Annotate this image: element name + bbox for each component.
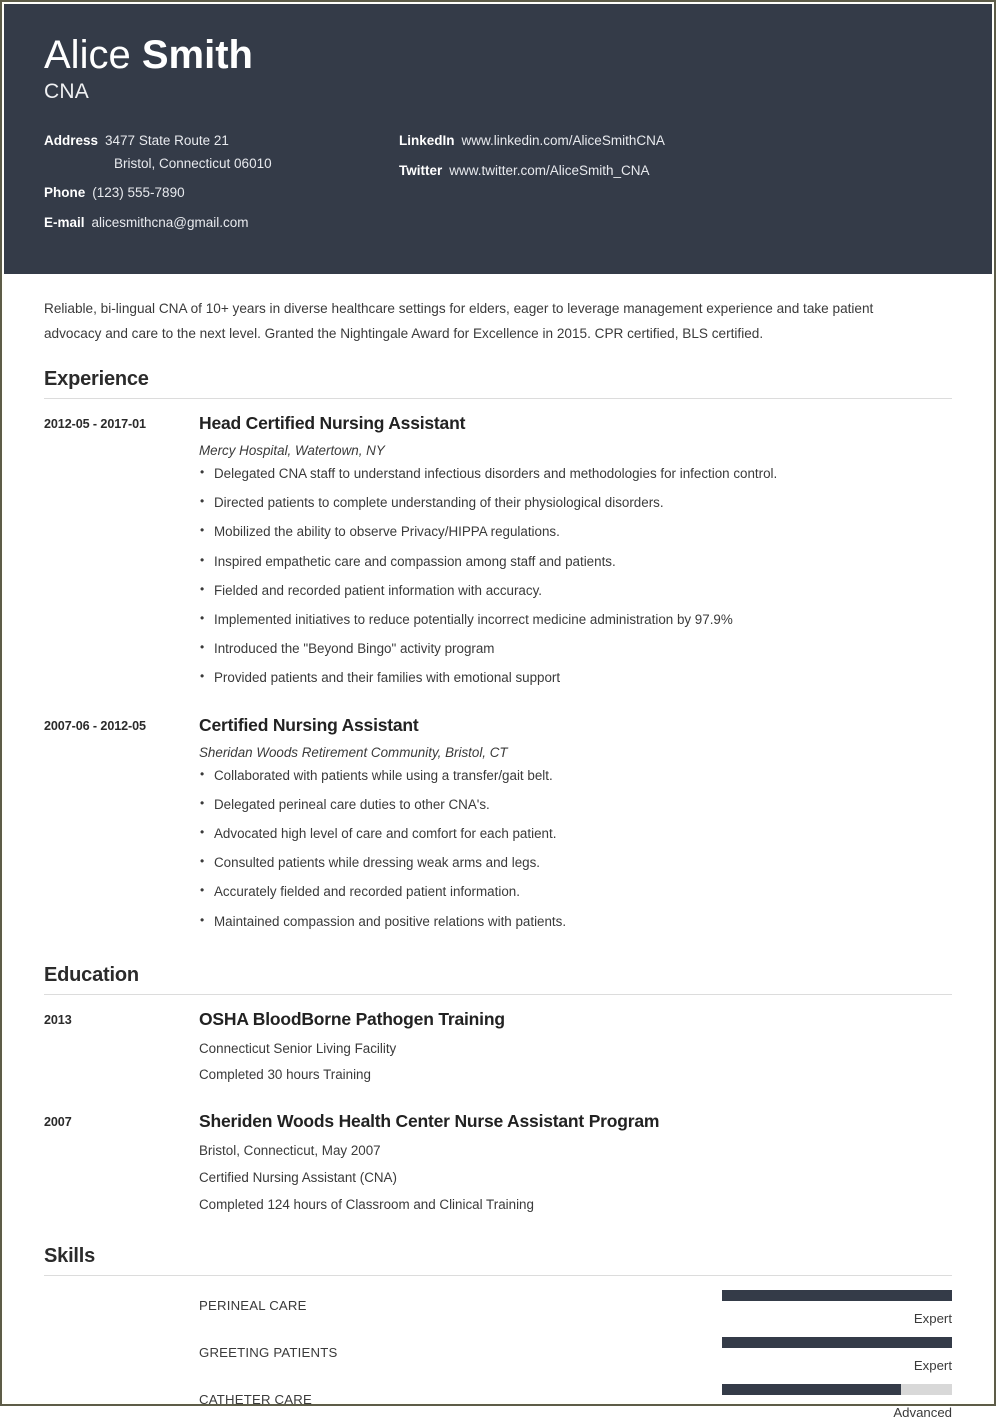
contact-block: [44, 134, 952, 245]
contact-label-email: E-mail: [44, 214, 85, 230]
contact-row-phone: [44, 186, 399, 200]
bullet-item: • Fielded and recorded patient information with accuracy.: [199, 582, 952, 600]
experience-entry-bullets: [199, 767, 952, 931]
contact-label-twitter: Twitter: [399, 162, 443, 178]
bullet-item: • Consulted patients while dressing weak arms and legs.: [199, 854, 952, 872]
contact-value-linkedin[interactable]: www.linkedin.com/AliceSmithCNA: [461, 133, 665, 148]
bullet-item: • Implemented initiatives to reduce potentially incorrect medicine administration by 97.9%: [199, 611, 952, 629]
skill-bar-fill: [722, 1384, 901, 1395]
skills-list: [44, 1290, 952, 1420]
skill-name: CATHETER CARE: [199, 1392, 312, 1408]
contact-row-email: [44, 216, 399, 230]
section-title-education: Education: [44, 963, 139, 986]
skill-row: [44, 1384, 952, 1420]
skill-bar-track: [722, 1290, 952, 1301]
education-entry-date: 2013: [44, 1012, 72, 1027]
candidate-first-name: Alice: [44, 33, 131, 77]
experience-entry-company: Mercy Hospital, Watertown, NY: [199, 443, 385, 459]
contact-value-phone: (123) 555-7890: [92, 185, 185, 200]
education-entry-line: Completed 124 hours of Classroom and Clinical Training: [199, 1196, 534, 1212]
bullet-item: • Maintained compassion and positive relations with patients.: [199, 913, 952, 931]
skill-row: [44, 1337, 952, 1373]
skill-meter: [722, 1337, 952, 1373]
experience-entry: [44, 715, 952, 942]
bullet-item: • Provided patients and their families with emotional support: [199, 669, 952, 687]
bullet-item: • Accurately fielded and recorded patient information.: [199, 883, 952, 901]
education-entry-main: [199, 1009, 952, 1095]
resume-body: [4, 274, 992, 1420]
education-entry-main: [199, 1111, 952, 1223]
education-entry-line: Connecticut Senior Living Facility: [199, 1040, 397, 1056]
section-title-skills: Skills: [44, 1245, 96, 1268]
education-entry: [44, 1111, 952, 1223]
education-entry-line: Completed 30 hours Training: [199, 1067, 371, 1083]
experience-entry: [44, 413, 952, 698]
skill-row: [44, 1290, 952, 1326]
education-entry-line: Certified Nursing Assistant (CNA): [199, 1169, 397, 1185]
experience-entry-title: Head Certified Nursing Assistant: [199, 413, 466, 434]
experience-entry-main: [199, 715, 952, 942]
contact-label-phone: Phone: [44, 185, 86, 200]
bullet-item: • Inspired empathetic care and compassion among staff and patients.: [199, 553, 952, 571]
section-rule-education: [44, 994, 952, 995]
bullet-item: • Delegated perineal care duties to other CNA's.: [199, 796, 952, 814]
skill-level-label: Advanced: [893, 1405, 952, 1420]
bullet-item: • Mobilized the ability to observe Privacy/HIPPA regulations.: [199, 523, 952, 541]
education-entry-date: 2007: [44, 1115, 72, 1130]
professional-summary: Reliable, bi-lingual CNA of 10+ years in diverse healthcare settings for elders, eager to leverage management experience and take patient advocacy and care to the next level. Granted the Nightingale Award for Excellence in 2015. CPR certified, BLS certified.: [44, 301, 874, 342]
skill-bar-track: [722, 1337, 952, 1348]
bullet-item: • Introduced the "Beyond Bingo" activity program: [199, 640, 952, 658]
section-title-experience: Experience: [44, 368, 149, 391]
contact-row-linkedin: [399, 134, 952, 148]
candidate-last-name: Smith: [141, 33, 253, 77]
skill-name: GREETING PATIENTS: [199, 1345, 338, 1361]
bullet-item: • Directed patients to complete understanding of their physiological disorders.: [199, 494, 952, 512]
contact-label-linkedin: LinkedIn: [399, 133, 455, 148]
resume-header: [4, 4, 992, 274]
section-skills: [44, 1245, 952, 1420]
contact-value-twitter[interactable]: www.twitter.com/AliceSmith_CNA: [449, 162, 650, 178]
education-entry: [44, 1009, 952, 1095]
resume-page-inner: [4, 4, 992, 1420]
contact-value-address: 3477 State Route 21: [105, 133, 229, 148]
bullet-item: • Delegated CNA staff to understand infectious disorders and methodologies for infection control.: [199, 465, 952, 483]
experience-entry-title: Certified Nursing Assistant: [199, 715, 419, 736]
section-rule-skills: [44, 1275, 952, 1276]
experience-entry-bullets: [199, 465, 952, 687]
section-education: [44, 964, 952, 1224]
section-experience: [44, 368, 952, 941]
skill-bar-fill: [722, 1290, 952, 1301]
contact-column-right: [399, 134, 952, 245]
experience-entry-company: Sheridan Woods Retirement Community, Bristol, CT: [199, 745, 508, 761]
bullet-item: • Advocated high level of care and comfort for each patient.: [199, 825, 952, 843]
education-entry-title: OSHA BloodBorne Pathogen Training: [199, 1008, 505, 1029]
candidate-job-title: CNA: [44, 80, 89, 103]
education-entry-title: Sheriden Woods Health Center Nurse Assistant Program: [199, 1111, 660, 1132]
contact-column-left: [44, 134, 399, 245]
contact-value-email[interactable]: alicesmithcna@gmail.com: [91, 214, 249, 230]
contact-label-address: Address: [44, 133, 99, 148]
skill-bar-track: [722, 1384, 952, 1395]
experience-entry-date: 2007-06 - 2012-05: [44, 719, 146, 734]
skill-name: PERINEAL CARE: [199, 1298, 307, 1314]
contact-row-twitter: [399, 164, 952, 178]
skill-level-label: Expert: [913, 1311, 952, 1327]
experience-entry-main: [199, 413, 952, 698]
bullet-item: • Collaborated with patients while using a transfer/gait belt.: [199, 767, 952, 785]
skill-bar-fill: [722, 1337, 952, 1348]
contact-row-address: [44, 134, 399, 148]
education-entry-line: Bristol, Connecticut, May 2007: [199, 1143, 381, 1159]
experience-entry-date: 2012-05 - 2017-01: [44, 417, 146, 432]
contact-value-address-line2: Bristol, Connecticut 06010: [114, 155, 272, 171]
skill-meter: [722, 1290, 952, 1326]
section-rule-experience: [44, 398, 952, 399]
skill-level-label: Expert: [913, 1358, 952, 1374]
skill-meter: [722, 1384, 952, 1420]
candidate-name: [44, 34, 952, 76]
